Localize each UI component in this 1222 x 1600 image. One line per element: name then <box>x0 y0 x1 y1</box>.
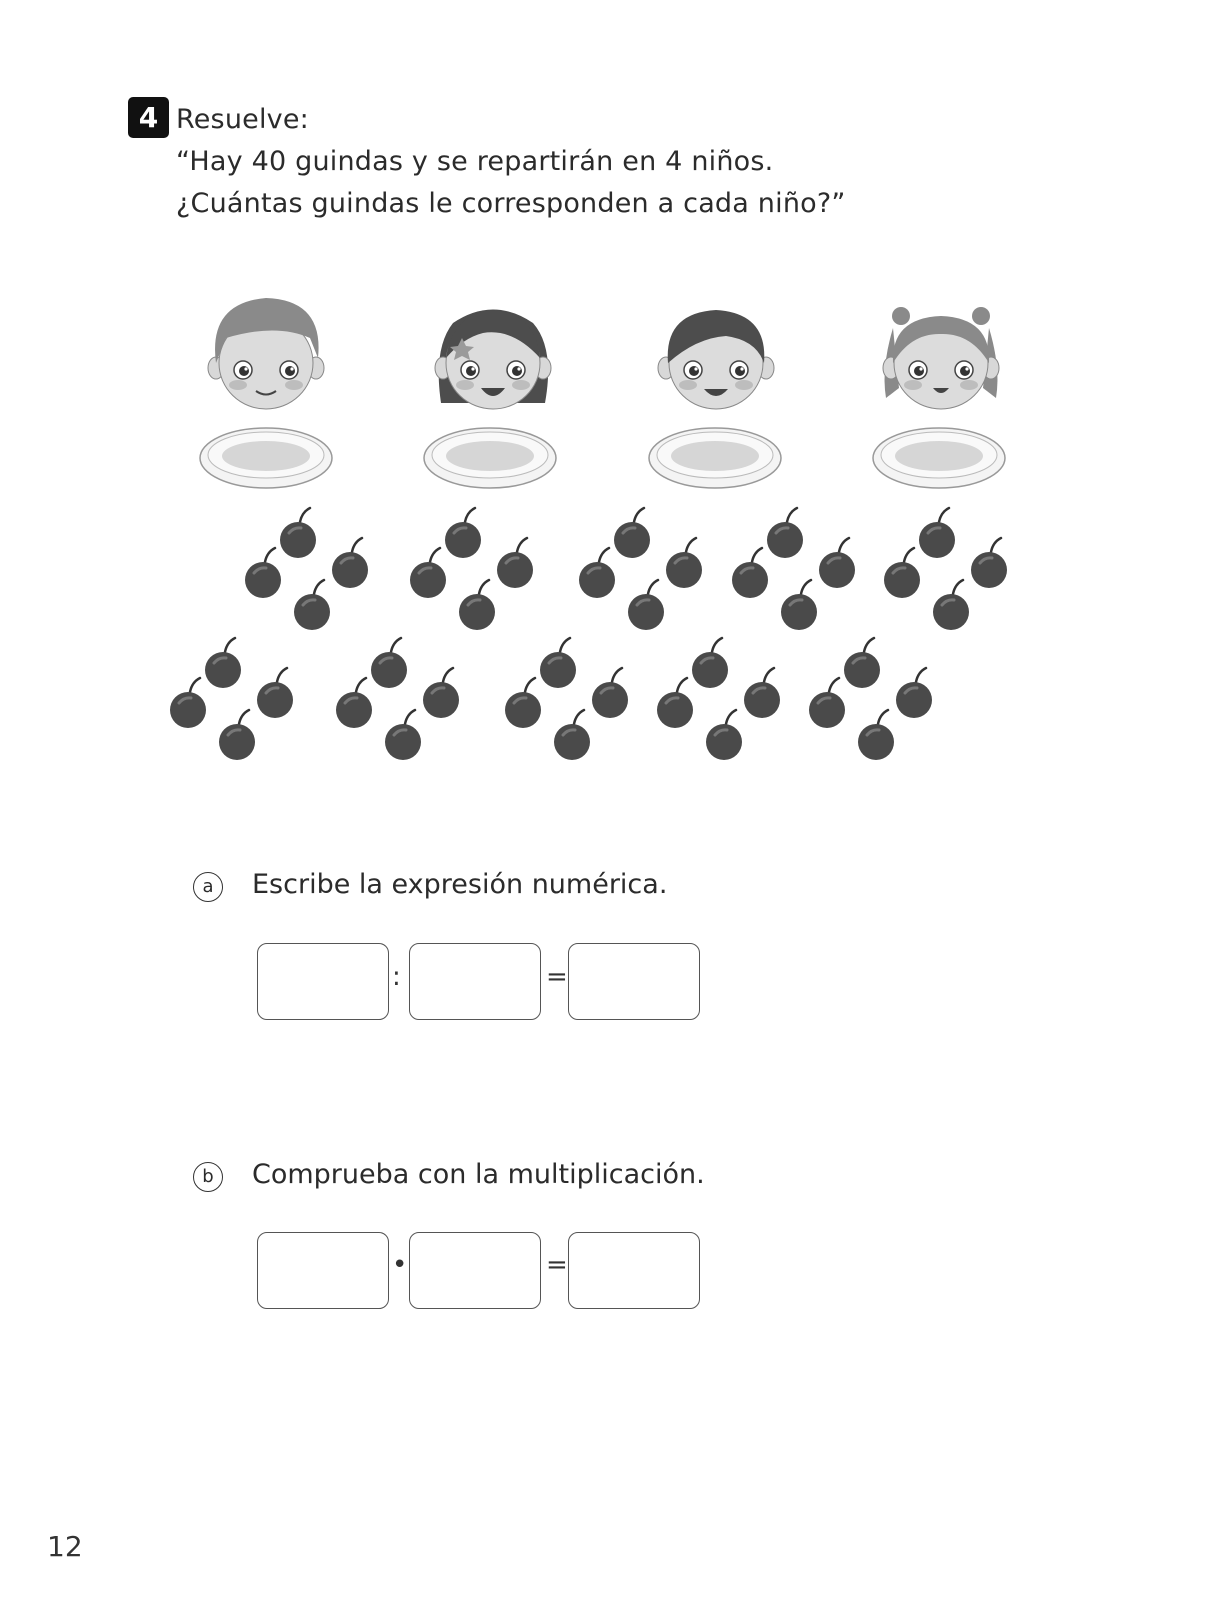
girl-face-icon <box>435 310 551 410</box>
equals-sign: = <box>546 962 568 992</box>
plate-icon <box>873 428 1005 488</box>
cherry-icon <box>614 508 650 558</box>
cherry-icon <box>706 710 742 760</box>
cherry-icon <box>767 508 803 558</box>
cherry-icon <box>858 710 894 760</box>
cherry-icon <box>819 538 855 588</box>
part-a-label: a <box>193 872 223 902</box>
cherry-icon <box>732 548 768 598</box>
division-operator: : <box>392 962 401 992</box>
part-a-instruction: Escribe la expresión numérica. <box>252 869 668 900</box>
cherry-icon <box>497 538 533 588</box>
girl-face-icon <box>883 307 999 409</box>
cherry-icon <box>294 580 330 630</box>
cherry-icon <box>385 710 421 760</box>
cherry-icon <box>336 678 372 728</box>
cherry-icon <box>933 580 969 630</box>
children-plates-cherries-illustration <box>0 270 1222 790</box>
cherry-group <box>170 638 293 760</box>
multiplication-factor2-box[interactable] <box>409 1232 541 1309</box>
division-dividend-box[interactable] <box>257 943 389 1020</box>
cherry-icon <box>884 548 920 598</box>
cherry-group <box>884 508 1007 630</box>
exercise-title: Resuelve: <box>176 104 309 135</box>
cherry-icon <box>592 668 628 718</box>
cherry-icon <box>332 538 368 588</box>
cherry-icon <box>423 668 459 718</box>
multiplication-operator: • <box>392 1250 408 1280</box>
multiplication-factor1-box[interactable] <box>257 1232 389 1309</box>
cherry-icon <box>971 538 1007 588</box>
cherry-group <box>245 508 368 630</box>
part-b-instruction: Comprueba con la multiplicación. <box>252 1159 705 1190</box>
cherry-icon <box>809 678 845 728</box>
cherry-icon <box>744 668 780 718</box>
cherry-icon <box>219 710 255 760</box>
plate-icon <box>649 428 781 488</box>
cherry-icon <box>505 678 541 728</box>
cherry-group <box>579 508 702 630</box>
page-number: 12 <box>47 1530 83 1563</box>
cherry-icon <box>445 508 481 558</box>
cherry-group <box>505 638 628 760</box>
cherry-icon <box>666 538 702 588</box>
cherry-icon <box>781 580 817 630</box>
cherry-group <box>410 508 533 630</box>
cherry-icon <box>245 548 281 598</box>
equals-sign: = <box>546 1250 568 1280</box>
plate-icon <box>200 428 332 488</box>
cherry-icon <box>280 508 316 558</box>
cherry-icon <box>371 638 407 688</box>
cherry-icon <box>844 638 880 688</box>
exercise-number-badge: 4 <box>128 97 169 138</box>
cherry-group <box>809 638 932 760</box>
cherry-icon <box>205 638 241 688</box>
problem-text-line-1: “Hay 40 guindas y se repartirán en 4 niños. <box>176 146 774 177</box>
cherry-icon <box>170 678 206 728</box>
cherry-group <box>657 638 780 760</box>
cherry-icon <box>459 580 495 630</box>
multiplication-result-box[interactable] <box>568 1232 700 1309</box>
cherry-group <box>732 508 855 630</box>
plate-icon <box>424 428 556 488</box>
cherry-icon <box>896 668 932 718</box>
cherry-icon <box>692 638 728 688</box>
cherry-icon <box>579 548 615 598</box>
cherry-icon <box>628 580 664 630</box>
division-divisor-box[interactable] <box>409 943 541 1020</box>
cherry-icon <box>919 508 955 558</box>
cherry-icon <box>540 638 576 688</box>
boy-face-icon <box>658 310 774 409</box>
cherry-icon <box>410 548 446 598</box>
cherry-group <box>336 638 459 760</box>
part-b-label: b <box>193 1162 223 1192</box>
division-result-box[interactable] <box>568 943 700 1020</box>
cherry-icon <box>554 710 590 760</box>
boy-face-icon <box>208 298 324 409</box>
problem-text-line-2: ¿Cuántas guindas le corresponden a cada niño?” <box>176 188 846 219</box>
cherry-icon <box>657 678 693 728</box>
cherry-icon <box>257 668 293 718</box>
